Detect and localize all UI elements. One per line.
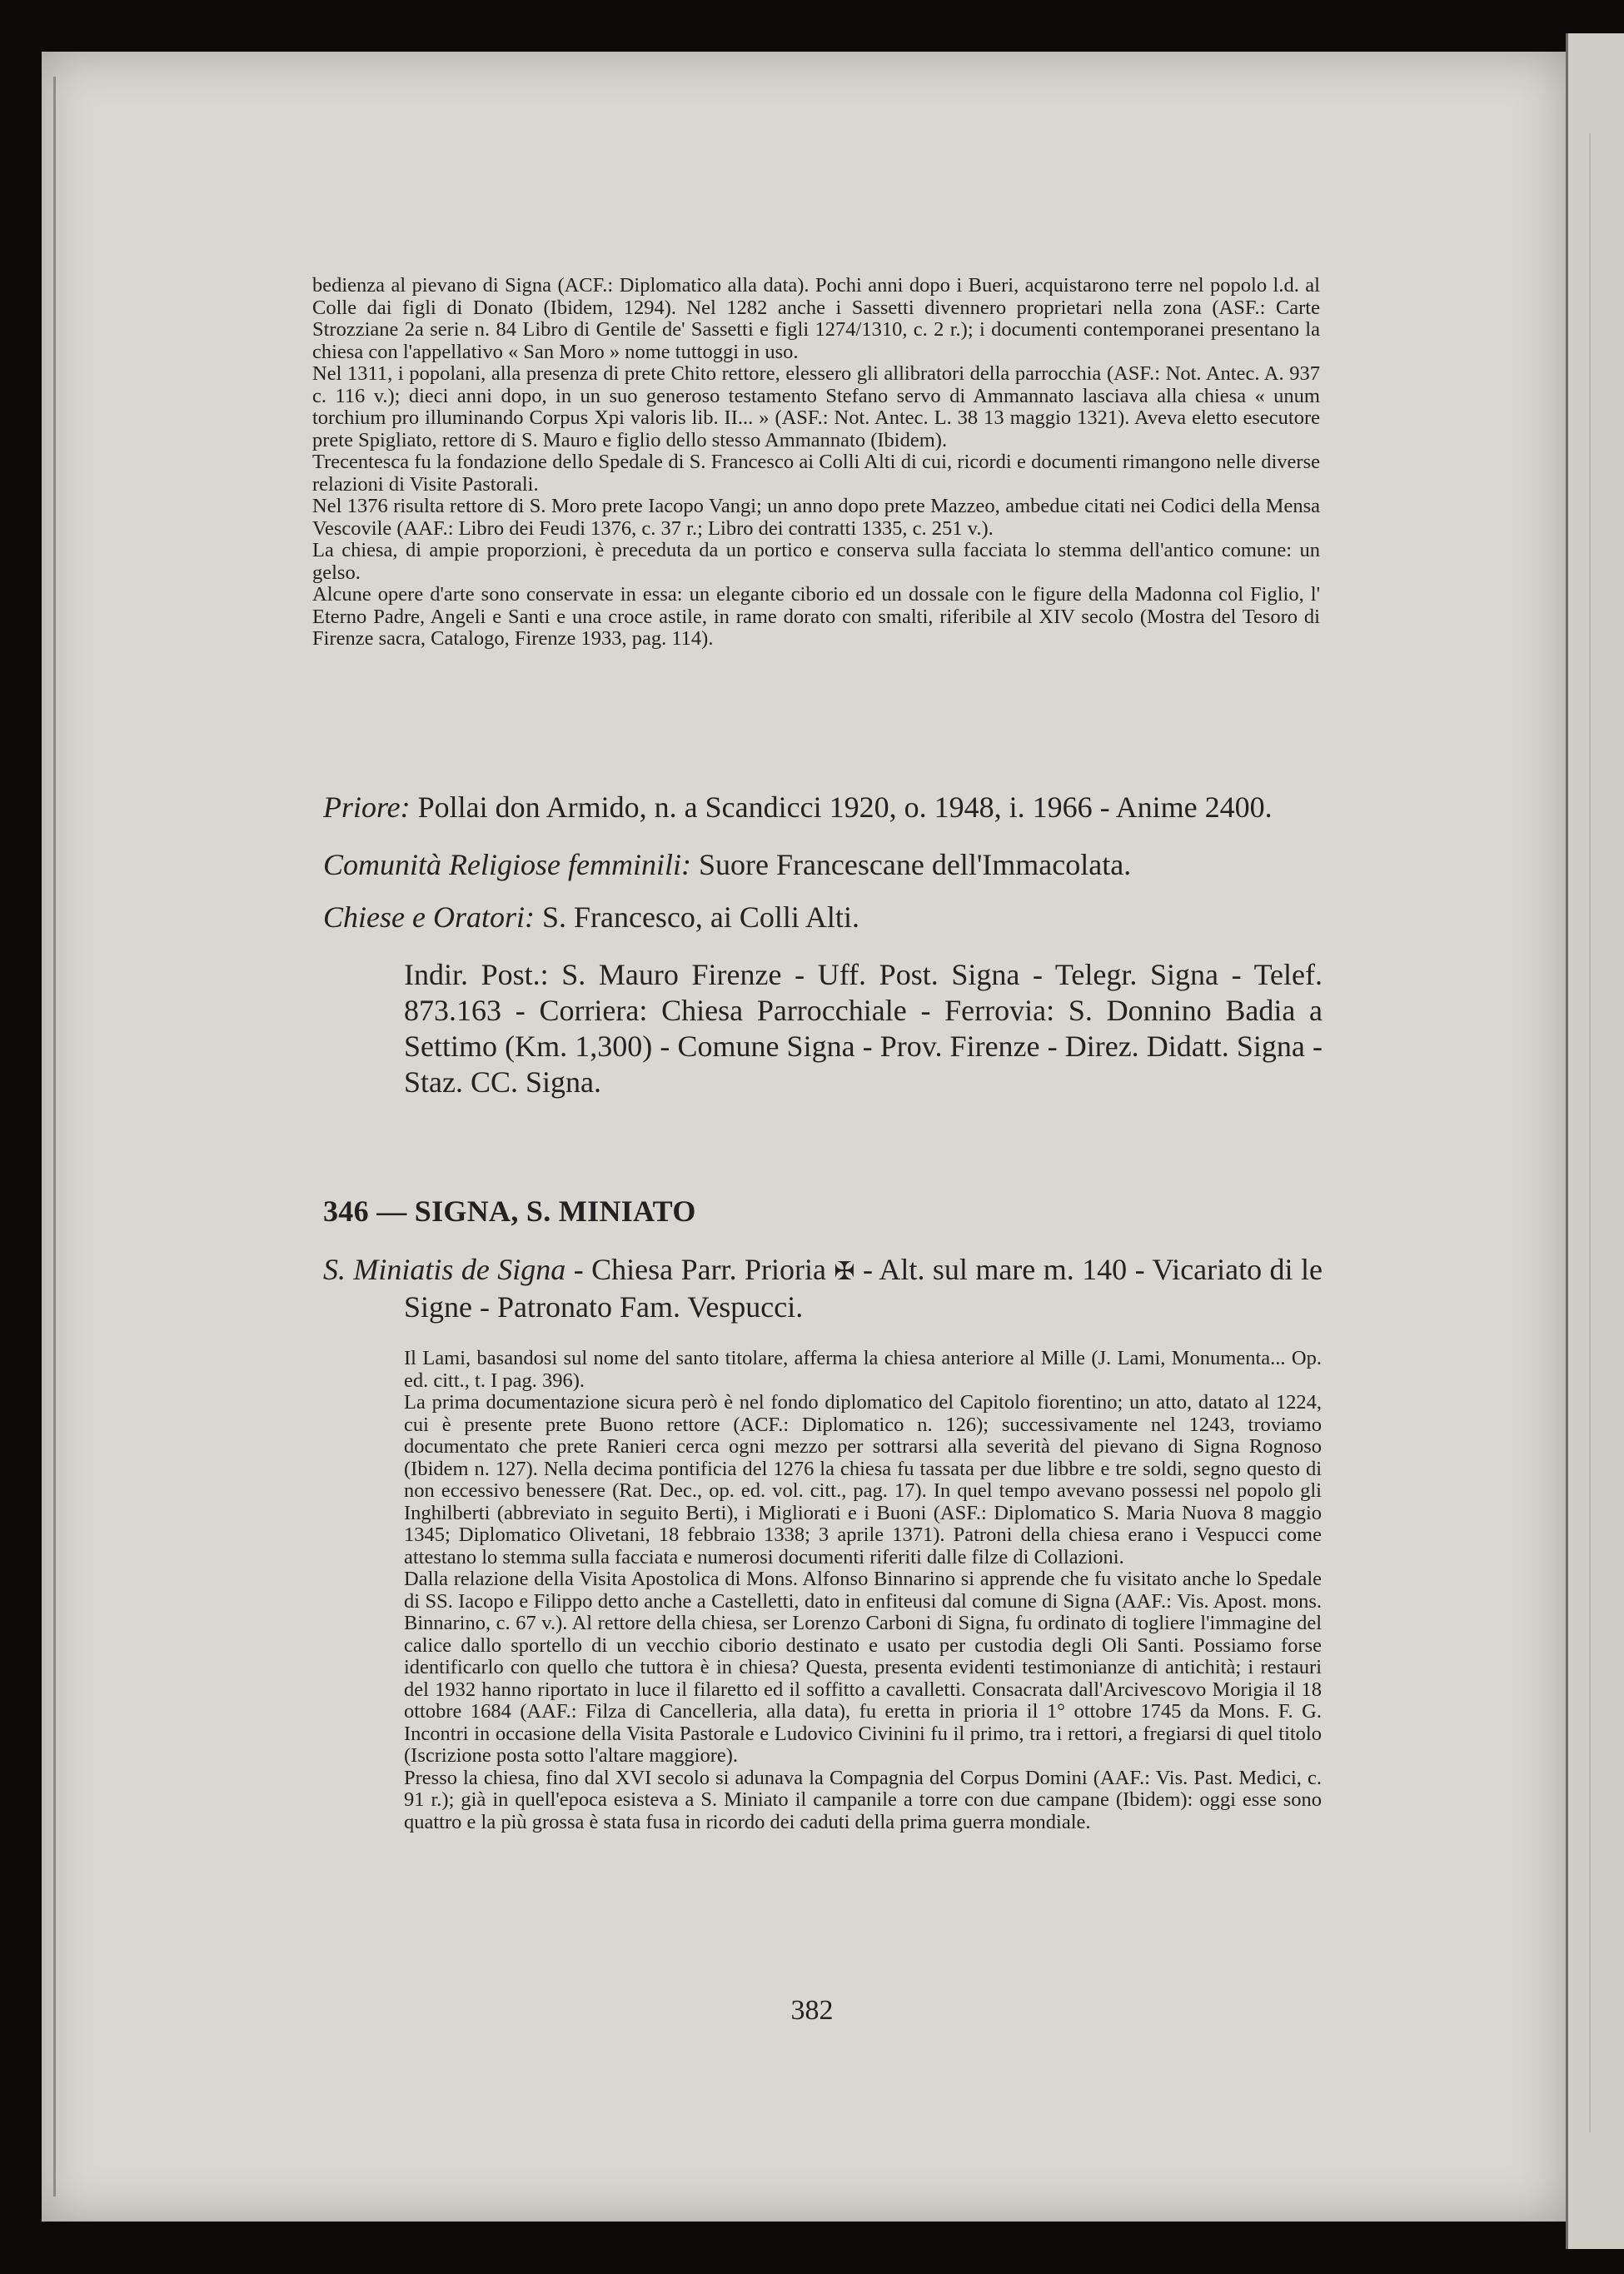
priore-entry bbox=[323, 790, 1323, 825]
paragraph: La prima documentazione sicura però è nel fondo diplomatico del Capitolo fiorentino; un atto, datato al 1224, cui è presente prete Buono rettore (ACF.: Diplomatico n. 126); successivamente nel 1243, troviamo documentato che prete Ranieri cerca ogni mezzo per sottrarsi alla severità del pievano di Signa Rognoso (Ibidem n. 127). Nella decima pontificia del 1276 la chiesa fu tassata per due libbre e tre soldi, segno questo di non eccessivo benessere (Rat. Dec., op. ed. vol. citt., pag. 17). In quel tempo avevano possessi nel popolo gli Inghilberti (abbreviato in seguito Berti), i Migliorati e i Buoni (ASF.: Diplomatico S. Maria Nuova 8 maggio 1345; Diplomatico Olivetani, 18 febbraio 1338; 3 aprile 1371). Patroni della chiesa erano i Vespucci come attestano lo stemma sulla facciata e numerosi documenti riferiti dalle filze di Collazioni. bbox=[404, 1391, 1322, 1568]
postal-address: Indir. Post.: S. Mauro Firenze - Uff. Post. Signa - Telegr. Signa - Telef. 873.163 - Corriera: Chiesa Parrocchiale - Ferrovia: S. Donnino Badia a Settimo (Km. 1,300) - Comune Signa - Prov. Firenze - Direz. Didatt. Signa - Staz. CC. Signa. bbox=[404, 958, 1323, 1099]
comunita-entry bbox=[323, 847, 1323, 883]
paragraph: Nel 1311, i popolani, alla presenza di prete Chito rettore, elessero gli allibratori della parrocchia (ASF.: Not. Antec. A. 937 c. 116 v.); dieci anni dopo, in un suo generoso testamento Stefano servo di Ammannato lasciava alla chiesa « unum torchium pro illuminando Corpus Xpi valoris lib. II... » (ASF.: Not. Antec. L. 38 13 maggio 1321). Aveva eletto esecutore prete Spigliato, rettore di S. Mauro e figlio dello stesso Ammannato (Ibidem). bbox=[312, 362, 1320, 451]
section-346 bbox=[323, 1194, 1323, 1325]
paragraph: Il Lami, basandosi sul nome del santo titolare, afferma la chiesa anteriore al Mille (J. Lami, Monumenta... Op. ed. citt., t. I pag. 396). bbox=[404, 1347, 1322, 1392]
chiese-text: S. Francesco, ai Colli Alti. bbox=[534, 900, 859, 934]
section-text-before: - Chiesa Parr. Prioria bbox=[565, 1253, 834, 1286]
paragraph: bedienza al pievano di Signa (ACF.: Diplomatico alla data). Pochi anni dopo i Bueri, acquistarono terre nel popolo l.d. al Colle dai figli di Donato (Ibidem, 1294). Nel 1282 anche i Sassetti divennero proprietari nella zona (ASF.: Carte Strozziane 2a serie n. 84 Libro di Gentile de' Sassetti e figli 1274/1310, c. 2 r.); i documenti contemporanei presentano la chiesa con l'appellativo « San Moro » nome tuttoggi in uso. bbox=[312, 274, 1320, 363]
priore-text: Pollai don Armido, n. a Scandicci 1920, o. 1948, i. 1966 - Anime 2400. bbox=[410, 790, 1273, 824]
page-number: 382 bbox=[790, 1995, 834, 2026]
adjacent-page-edge bbox=[1566, 33, 1624, 2249]
paragraph: Alcune opere d'arte sono conservate in essa: un elegante ciborio ed un dossale con le figure della Madonna col Figlio, l' Eterno Padre, Angeli e Santi e una croce astile, in rame dorato con smalti, riferibile al XIV secolo (Mostra del Tesoro di Firenze sacra, Catalogo, Firenze 1933, pag. 114). bbox=[312, 583, 1320, 650]
section-text-after: - Alt. sul mare m. 140 - Vicariato di le Signe - Patronato Fam. Vespucci. bbox=[404, 1253, 1323, 1324]
history-block-s-mauro bbox=[312, 275, 1320, 651]
maltese-cross-icon: ✠ bbox=[834, 1258, 855, 1285]
parish-info bbox=[323, 790, 1323, 1100]
paragraph: La chiesa, di ampie proporzioni, è preceduta da un portico e conserva sulla facciata lo stemma dell'antico comune: un gelso. bbox=[312, 539, 1320, 584]
section-heading: 346 — SIGNA, S. MINIATO bbox=[323, 1194, 696, 1228]
section-label: S. Miniatis de Signa bbox=[323, 1253, 566, 1286]
history-block-s-miniato bbox=[404, 1348, 1322, 1833]
page-edge-rule bbox=[53, 77, 56, 2197]
paragraph: Dalla relazione della Visita Apostolica di Mons. Alfonso Binnarino si apprende che fu visitato anche lo Spedale di SS. Iacopo e Filippo detto anche a Castelletti, dato in enfiteusi dal comune di Signa (AAF.: Vis. Apost. mons. Binnarino, c. 67 v.). Al rettore della chiesa, ser Lorenzo Carboni di Signa, fu ordinato di togliere l'immagine del calice dallo sportello di un vecchio ciborio destinato e usato per custodia degli Oli Santi. Possiamo forse identificarlo con quello che tuttora è in chiesa? Questa, presenta evidenti testimonianze di antichità; i restauri del 1932 hanno riportato in luce il filaretto ed il soffitto a cavalletti. Consacrata dall'Arcivescovo Morigia il 18 ottobre 1684 (AAF.: Filza di Cancelleria, alla data), fu eretta in prioria il 1° ottobre 1745 da Mons. F. G. Incontri in occasione della Visita Pastorale e Ludovico Civinini fu il primo, tra i rettori, a fregiarsi di quel titolo (Iscrizione posta sotto l'altare maggiore). bbox=[404, 1568, 1322, 1767]
comunita-label: Comunità Religiose femminili: bbox=[323, 848, 691, 881]
paragraph: Presso la chiesa, fino dal XVI secolo si adunava la Compagnia del Corpus Domini (AAF.: Vis. Past. Medici, c. 91 r.); già in quell'epoca esisteva a S. Miniato il campanile a torre con due campane (Ibidem): oggi esse sono quattro e la più grossa è stata fusa in ricordo dei caduti della prima guerra mondiale. bbox=[404, 1766, 1322, 1833]
paragraph: Nel 1376 risulta rettore di S. Moro prete Iacopo Vangi; un anno dopo prete Mazzeo, ambedue citati nei Codici della Mensa Vescovile (AAF.: Libro dei Feudi 1376, c. 37 r.; Libro dei contratti 1335, c. 251 v.). bbox=[312, 495, 1320, 540]
chiese-label: Chiese e Oratori: bbox=[323, 900, 535, 934]
chiese-entry bbox=[323, 900, 1323, 935]
paragraph: Trecentesca fu la fondazione dello Spedale di S. Francesco ai Colli Alti di cui, ricordi e documenti rimangono nelle diverse relazioni di Visite Pastorali. bbox=[312, 451, 1320, 496]
section-intro bbox=[323, 1252, 1323, 1325]
show-through bbox=[1589, 133, 1616, 2132]
comunita-text: Suore Francescane dell'Immacolata. bbox=[690, 848, 1132, 881]
priore-label: Priore: bbox=[323, 790, 411, 824]
